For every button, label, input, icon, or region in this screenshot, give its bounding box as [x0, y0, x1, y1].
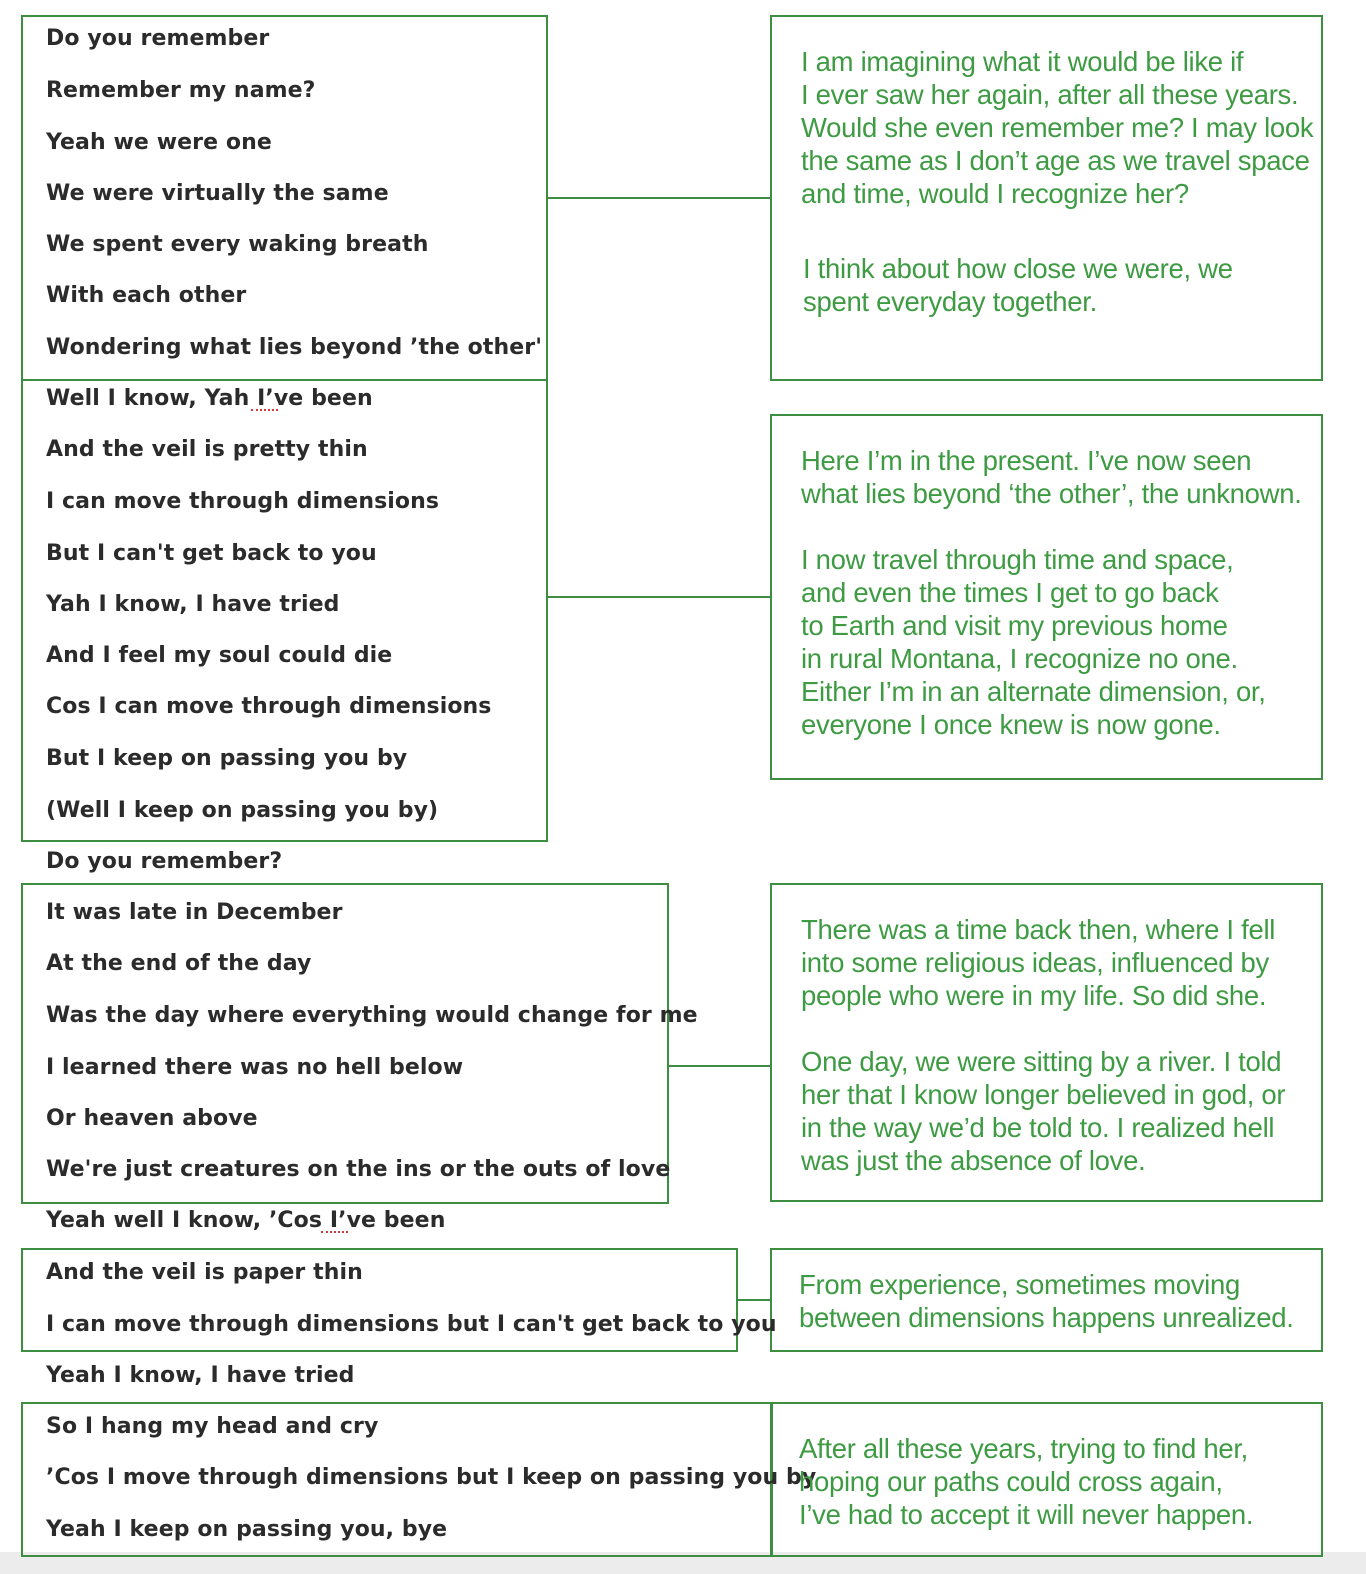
lyric-line: Wondering what lies beyond ’the other' — [46, 335, 543, 360]
note-line: I now travel through time and space, — [801, 544, 1234, 575]
note-line: the same as I don’t age as we travel space — [801, 145, 1310, 176]
note-line: I am imagining what it would be like if — [801, 46, 1244, 77]
lyric-line: At the end of the day — [46, 951, 312, 976]
note-line: was just the absence of love. — [801, 1145, 1146, 1176]
lyric-line: I learned there was no hell below — [46, 1055, 464, 1080]
note-line: Here I’m in the present. I’ve now seen — [801, 445, 1252, 476]
lyric-box-verse-2 — [21, 883, 669, 1204]
lyric-line: Well I know, Yah I’ve been — [46, 386, 373, 411]
lyric-line: Yeah I keep on passing you, bye — [46, 1517, 448, 1542]
note-line: and time, would I recognize her? — [801, 178, 1189, 209]
note-line: There was a time back then, where I fell — [801, 914, 1276, 945]
note-line: in rural Montana, I recognize no one. — [801, 643, 1238, 674]
lyric-line: Remember my name? — [46, 78, 316, 103]
note-line: what lies beyond ‘the other’, the unknown. — [801, 478, 1302, 509]
note-line: people who were in my life. So did she. — [801, 980, 1267, 1011]
note-line: between dimensions happens unrealized. — [799, 1302, 1294, 1333]
spellcheck-underline — [251, 409, 278, 411]
lyric-line: Yeah we were one — [46, 130, 272, 155]
note-line: One day, we were sitting by a river. I told — [801, 1046, 1282, 1077]
lyric-line: Or heaven above — [46, 1106, 258, 1131]
lyric-line: But I can't get back to you — [46, 541, 377, 566]
connector-line-2 — [547, 596, 772, 598]
lyric-line: Do you remember? — [46, 849, 283, 874]
lyric-line: But I keep on passing you by — [46, 746, 408, 771]
note-line: everyone I once knew is now gone. — [801, 709, 1221, 740]
lyric-line: Yeah I know, I have tried — [46, 1363, 355, 1388]
note-line: From experience, sometimes moving — [799, 1269, 1240, 1300]
note-line: hoping our paths could cross again, — [799, 1466, 1223, 1497]
lyric-line: We were virtually the same — [46, 181, 389, 206]
note-line: in the way we’d be told to. I realized hell — [801, 1112, 1275, 1143]
note-line: Would she even remember me? I may look — [801, 112, 1314, 143]
lyric-line: We're just creatures on the ins or the outs of love — [46, 1157, 671, 1182]
lyric-line: Yah I know, I have tried — [46, 592, 340, 617]
lyric-line: With each other — [46, 283, 247, 308]
lyric-line: I can move through dimensions — [46, 489, 440, 514]
lyric-line: Do you remember — [46, 26, 270, 51]
lyric-line: So I hang my head and cry — [46, 1414, 379, 1439]
lyric-line: I can move through dimensions but I can't get back to you — [46, 1312, 777, 1337]
lyric-line: We spent every waking breath — [46, 232, 429, 257]
note-line: into some religious ideas, influenced by — [801, 947, 1270, 978]
lyric-line: And I feel my soul could die — [46, 643, 393, 668]
note-line: After all these years, trying to find her, — [799, 1433, 1249, 1464]
note-line: Either I’m in an alternate dimension, or, — [801, 676, 1266, 707]
note-line: and even the times I get to go back — [801, 577, 1219, 608]
note-line: her that I know longer believed in god, or — [801, 1079, 1286, 1110]
lyric-line: (Well I keep on passing you by) — [46, 798, 439, 823]
note-line: to Earth and visit my previous home — [801, 610, 1228, 641]
connector-line-3 — [668, 1065, 772, 1067]
lyric-line: And the veil is pretty thin — [46, 437, 368, 462]
note-line: I ever saw her again, after all these years. — [801, 79, 1299, 110]
connector-line-4 — [737, 1299, 772, 1301]
note-line: I’ve had to accept it will never happen. — [799, 1499, 1254, 1530]
lyric-line: Yeah well I know, ’Cos I’ve been — [46, 1208, 446, 1233]
lyric-line: ’Cos I move through dimensions but I keep on passing you by — [46, 1465, 817, 1490]
spellcheck-underline — [321, 1231, 348, 1233]
note-line: spent everyday together. — [803, 286, 1097, 317]
lyric-line: And the veil is paper thin — [46, 1260, 363, 1285]
note-line: I think about how close we were, we — [803, 253, 1233, 284]
lyric-line: Was the day where everything would change for me — [46, 1003, 698, 1028]
connector-line-1 — [547, 197, 772, 199]
lyric-line: Cos I can move through dimensions — [46, 694, 492, 719]
lyric-line: It was late in December — [46, 900, 343, 925]
